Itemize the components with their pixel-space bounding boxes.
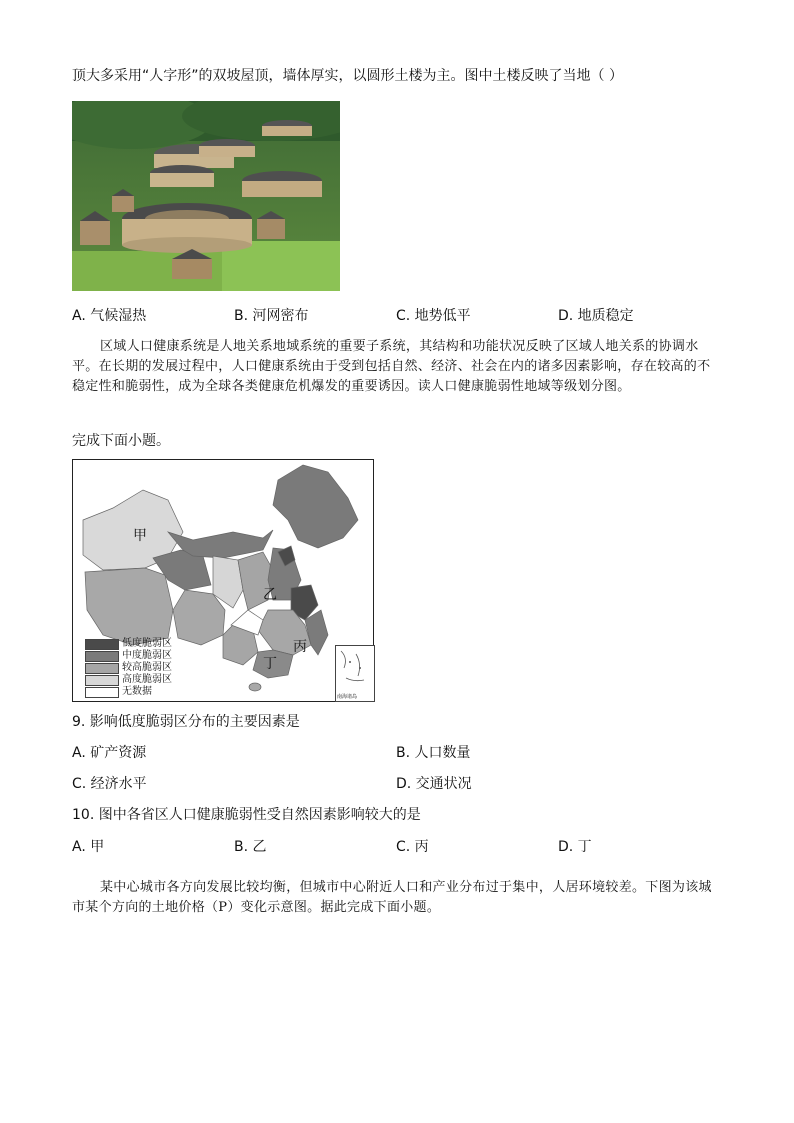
legend-swatch-nodata [85,687,119,698]
passage-health: 区域人口健康系统是人地关系地域系统的重要子系统，其结构和功能状况反映了区域人地关系的协调水平。在长期的发展过程中，人口健康系统由于受到包括自然、经济、社会在内的诸多因素影响，存在较高的不稳定性和脆弱性，成为全球各类健康危机爆发的重要诱因。读人口健康脆弱性地域等级划分图。 [72,339,711,394]
tulou-photo [72,101,340,291]
legend-swatch-low [85,639,119,650]
legend-label-high: 高度脆弱区 [122,674,172,685]
map-label-yi: 乙 [263,587,277,603]
q9-stem: 9. 影响低度脆弱区分布的主要因素是 [72,714,300,730]
map-legend [85,638,172,698]
passage-health-tail: 完成下面小题。 [72,433,170,449]
inset-label: 南海诸岛 [337,694,358,700]
q8-option-d[interactable]: D. 地质稳定 [558,308,634,324]
q8-option-b[interactable]: B. 河网密布 [234,308,309,324]
q8-option-a[interactable]: A. 气候湿热 [72,308,147,324]
legend-swatch-medium [85,651,119,662]
intro-line: 顶大多采用“人字形”的双坡屋顶，墙体厚实，以圆形土楼为主。图中土楼反映了当地（ ） [72,68,623,84]
map-label-ding: 丁 [263,656,277,672]
q8-option-c[interactable]: C. 地势低平 [396,308,471,324]
q10-option-d[interactable]: D. 丁 [558,839,592,855]
legend-label-nodata: 无数据 [122,686,152,697]
q10-option-c[interactable]: C. 丙 [396,839,429,855]
map-label-bing: 丙 [293,639,307,655]
map-inset-south-china-sea [335,645,375,702]
q10-option-b[interactable]: B. 乙 [234,839,267,855]
q9-option-b[interactable]: B. 人口数量 [396,745,471,761]
legend-swatch-high [85,675,119,686]
map-label-jia: 甲 [133,528,147,544]
legend-swatch-higher [85,663,119,674]
q9-option-c[interactable]: C. 经济水平 [72,776,147,792]
legend-label-medium: 中度脆弱区 [122,650,172,661]
q10-stem: 10. 图中各省区人口健康脆弱性受自然因素影响较大的是 [72,807,421,823]
legend-label-low: 低度脆弱区 [122,638,172,649]
q10-option-a[interactable]: A. 甲 [72,839,105,855]
legend-label-higher: 较高脆弱区 [122,662,172,673]
q9-option-a[interactable]: A. 矿产资源 [72,745,147,761]
passage-city: 某中心城市各方向发展比较均衡，但城市中心附近人口和产业分布过于集中，人居环境较差。下图为该城市某个方向的土地价格（P）变化示意图。据此完成下面小题。 [72,880,712,915]
vulnerability-map [72,459,374,702]
q9-option-d[interactable]: D. 交通状况 [396,776,472,792]
